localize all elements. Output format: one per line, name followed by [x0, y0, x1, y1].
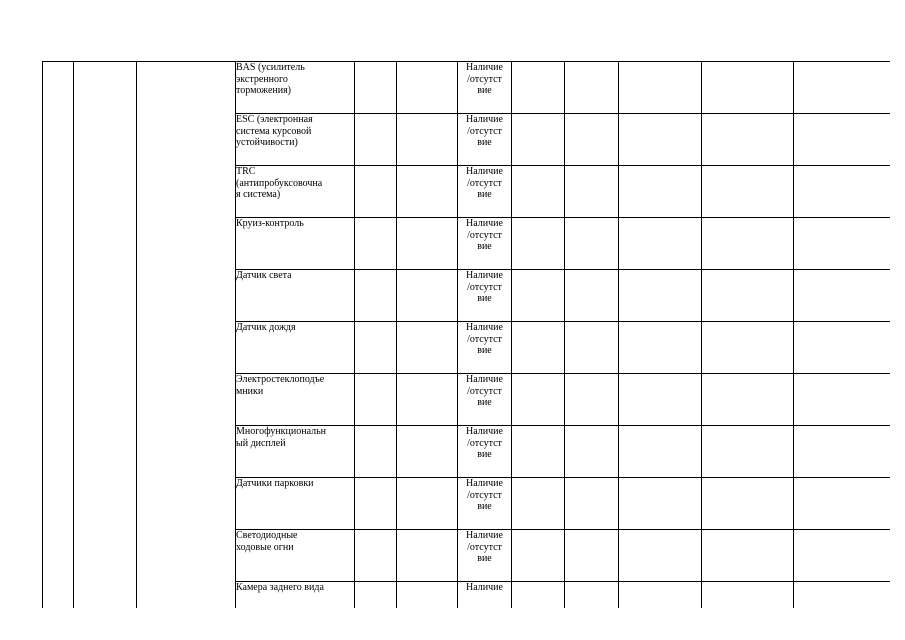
empty-cell [565, 114, 619, 166]
empty-cell [565, 582, 619, 609]
empty-cell [702, 374, 794, 426]
empty-cell [355, 322, 397, 374]
empty-cell [619, 166, 702, 218]
feature-cell: Электростеклоподъе мники [236, 374, 355, 426]
empty-cell [702, 114, 794, 166]
empty-cell [702, 62, 794, 114]
empty-cell [397, 114, 458, 166]
empty-cell [397, 426, 458, 478]
specification-table [42, 61, 890, 608]
empty-cell [794, 530, 891, 582]
empty-cell [702, 166, 794, 218]
empty-cell [702, 530, 794, 582]
empty-cell [794, 114, 891, 166]
empty-cell [565, 374, 619, 426]
feature-cell: TRC (антипробуксовочна я система) [236, 166, 355, 218]
empty-cell [794, 218, 891, 270]
feature-cell: Датчик дождя [236, 322, 355, 374]
availability-cell: Наличие /отсутст вие [458, 322, 512, 374]
empty-cell [619, 322, 702, 374]
empty-cell [565, 270, 619, 322]
empty-cell [512, 582, 565, 609]
empty-cell [355, 270, 397, 322]
feature-cell: ESC (электронная система курсовой устойчивости) [236, 114, 355, 166]
feature-cell: Круиз-контроль [236, 218, 355, 270]
feature-cell: Датчик света [236, 270, 355, 322]
empty-cell [619, 218, 702, 270]
empty-cell [512, 218, 565, 270]
feature-cell: BAS (усилитель экстренного торможения) [236, 62, 355, 114]
empty-cell [512, 530, 565, 582]
empty-cell [619, 426, 702, 478]
empty-cell [355, 582, 397, 609]
empty-cell [397, 530, 458, 582]
empty-cell [619, 270, 702, 322]
empty-cell [619, 478, 702, 530]
feature-cell: Многофункциональн ый дисплей [236, 426, 355, 478]
empty-cell [355, 62, 397, 114]
empty-cell [794, 166, 891, 218]
empty-cell [565, 530, 619, 582]
empty-cell [397, 582, 458, 609]
empty-cell [397, 374, 458, 426]
availability-cell: Наличие /отсутст вие [458, 374, 512, 426]
availability-cell: Наличие /отсутст вие [458, 426, 512, 478]
availability-cell: Наличие /отсутст вие [458, 218, 512, 270]
availability-cell: Наличие [458, 582, 512, 609]
empty-cell [702, 218, 794, 270]
empty-cell [794, 478, 891, 530]
empty-cell [355, 114, 397, 166]
empty-cell [512, 478, 565, 530]
availability-cell: Наличие /отсутст вие [458, 166, 512, 218]
empty-cell [619, 62, 702, 114]
empty-cell [794, 582, 891, 609]
merged-cell-group [137, 62, 236, 609]
empty-cell [702, 478, 794, 530]
empty-cell [565, 426, 619, 478]
empty-cell [397, 270, 458, 322]
empty-cell [619, 374, 702, 426]
empty-cell [565, 218, 619, 270]
empty-cell [702, 270, 794, 322]
empty-cell [512, 270, 565, 322]
empty-cell [355, 166, 397, 218]
availability-cell: Наличие /отсутст вие [458, 62, 512, 114]
empty-cell [512, 322, 565, 374]
empty-cell [619, 114, 702, 166]
empty-cell [355, 218, 397, 270]
merged-cell-category [74, 62, 137, 609]
feature-cell: Светодиодные ходовые огни [236, 530, 355, 582]
empty-cell [565, 166, 619, 218]
empty-cell [794, 270, 891, 322]
empty-cell [565, 62, 619, 114]
feature-cell: Камера заднего вида [236, 582, 355, 609]
empty-cell [355, 426, 397, 478]
empty-cell [512, 426, 565, 478]
empty-cell [512, 374, 565, 426]
empty-cell [397, 322, 458, 374]
empty-cell [794, 322, 891, 374]
empty-cell [355, 374, 397, 426]
feature-cell: Датчики парковки [236, 478, 355, 530]
availability-cell: Наличие /отсутст вие [458, 114, 512, 166]
document-page [42, 61, 890, 608]
merged-cell-number [43, 62, 74, 609]
empty-cell [397, 218, 458, 270]
empty-cell [512, 62, 565, 114]
empty-cell [512, 114, 565, 166]
empty-cell [512, 166, 565, 218]
availability-cell: Наличие /отсутст вие [458, 478, 512, 530]
empty-cell [702, 426, 794, 478]
empty-cell [565, 478, 619, 530]
availability-cell: Наличие /отсутст вие [458, 530, 512, 582]
empty-cell [355, 478, 397, 530]
empty-cell [794, 374, 891, 426]
empty-cell [355, 530, 397, 582]
empty-cell [397, 166, 458, 218]
empty-cell [702, 322, 794, 374]
availability-cell: Наличие /отсутст вие [458, 270, 512, 322]
empty-cell [397, 62, 458, 114]
empty-cell [565, 322, 619, 374]
empty-cell [702, 582, 794, 609]
empty-cell [794, 62, 891, 114]
empty-cell [619, 582, 702, 609]
empty-cell [794, 426, 891, 478]
empty-cell [619, 530, 702, 582]
empty-cell [397, 478, 458, 530]
